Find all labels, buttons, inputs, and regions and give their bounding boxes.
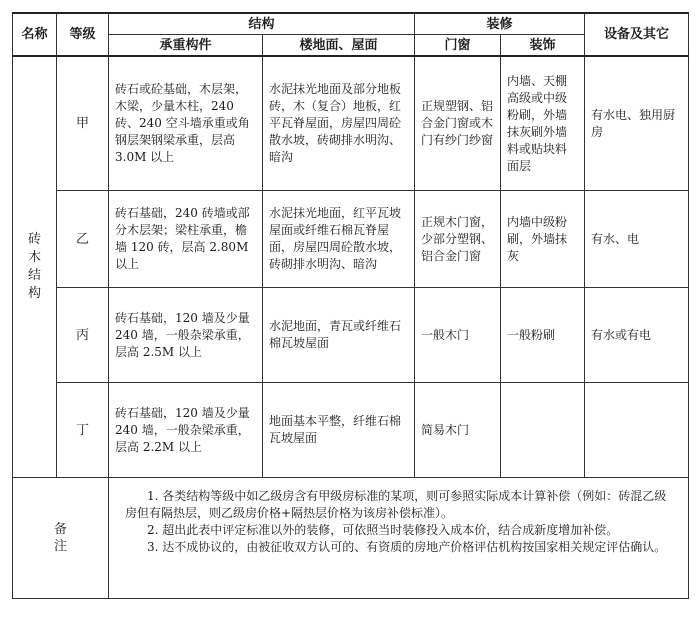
header-doors-windows: 门窗: [415, 35, 501, 57]
header-finish: 装饰: [501, 35, 585, 57]
category-cell: [13, 56, 57, 478]
note-item: 2. 超出此表中评定标准以外的装修，可依照当时装修投入成本价，结合成新度增加补偿。: [147, 523, 619, 537]
doors-windows-cell: 一般木门: [415, 288, 501, 383]
doors-windows-cell: 正规木门窗，少部分塑钢、铝合金门窗: [415, 191, 501, 288]
building-standards-table: [12, 12, 689, 599]
header-bearing: 承重构件: [109, 35, 263, 57]
notes-label: 备注: [13, 478, 109, 599]
table-row: [13, 191, 689, 288]
category-label: 砖木结构: [27, 232, 41, 301]
equipment-cell: [585, 383, 689, 478]
bearing-cell: 砖石或砼基础，木层架，木梁，少量木柱，240 砖、240 空斗墙承重或角钢层架钢梁承重，层高 3.0M 以上: [109, 56, 263, 191]
floor-roof-cell: 水泥抹光地面，红平瓦坡屋面或纤维石棉瓦脊屋面，房屋四周砼散水坡，砖砌排水明沟、暗沟: [263, 191, 415, 288]
finish-cell: 内墙、天棚高级或中级粉刷，外墙抹灰刷外墙料或贴块料面层: [501, 56, 585, 191]
grade-cell: 丙: [57, 288, 109, 383]
bearing-cell: 砖石基础，240 砖墙或部分木层架；梁柱承重，檐墙 120 砖，层高 2.80M 以上: [109, 191, 263, 288]
doors-windows-cell: 正规塑钢、铝合金门窗或木门有纱门纱窗: [415, 56, 501, 191]
note-item: 1. 各类结构等级中如乙级房含有甲级房标准的某项，则可参照实际成本计算补偿（例如：砖混乙级房但有隔热层，则乙级房价格+隔热层价格为该房补偿标准）。: [125, 489, 667, 520]
standards-table-sheet: [12, 12, 688, 599]
grade-cell: 甲: [57, 56, 109, 191]
notes-row: [13, 478, 689, 599]
table-row: [13, 383, 689, 478]
equipment-cell: 有水电、独用厨房: [585, 56, 689, 191]
finish-cell: 内墙中级粉刷，外墙抹灰: [501, 191, 585, 288]
floor-roof-cell: 地面基本平整，纤维石棉瓦坡屋面: [263, 383, 415, 478]
equipment-cell: 有水或有电: [585, 288, 689, 383]
header-floor-roof: 楼地面、屋面: [263, 35, 415, 57]
note-item: 3. 达不成协议的，由被征收双方认可的、有资质的房地产价格评估机构按国家相关规定评估确认。: [147, 540, 667, 554]
header-decoration: 装修: [415, 13, 585, 35]
finish-cell: 一般粉刷: [501, 288, 585, 383]
table-row: [13, 56, 689, 191]
finish-cell: [501, 383, 585, 478]
grade-cell: 乙: [57, 191, 109, 288]
floor-roof-cell: 水泥抹光地面及部分地板砖，木（复合）地板，红平瓦脊屋面，房屋四周砼散水坡，砖砌排水明沟、暗沟: [263, 56, 415, 191]
header-name: 名称: [13, 13, 57, 56]
bearing-cell: 砖石基础，120 墙及少量 240 墙，一般杂梁承重，层高 2.2M 以上: [109, 383, 263, 478]
doors-windows-cell: 简易木门: [415, 383, 501, 478]
header-structure: 结构: [109, 13, 415, 35]
bearing-cell: 砖石基础，120 墙及少量 240 墙，一般杂梁承重，层高 2.5M 以上: [109, 288, 263, 383]
grade-cell: 丁: [57, 383, 109, 478]
table-row: [13, 288, 689, 383]
header-equipment: 设备及其它: [585, 13, 689, 56]
header-grade: 等级: [57, 13, 109, 56]
equipment-cell: 有水、电: [585, 191, 689, 288]
notes-cell: [109, 478, 689, 599]
floor-roof-cell: 水泥地面，青瓦或纤维石棉瓦坡屋面: [263, 288, 415, 383]
